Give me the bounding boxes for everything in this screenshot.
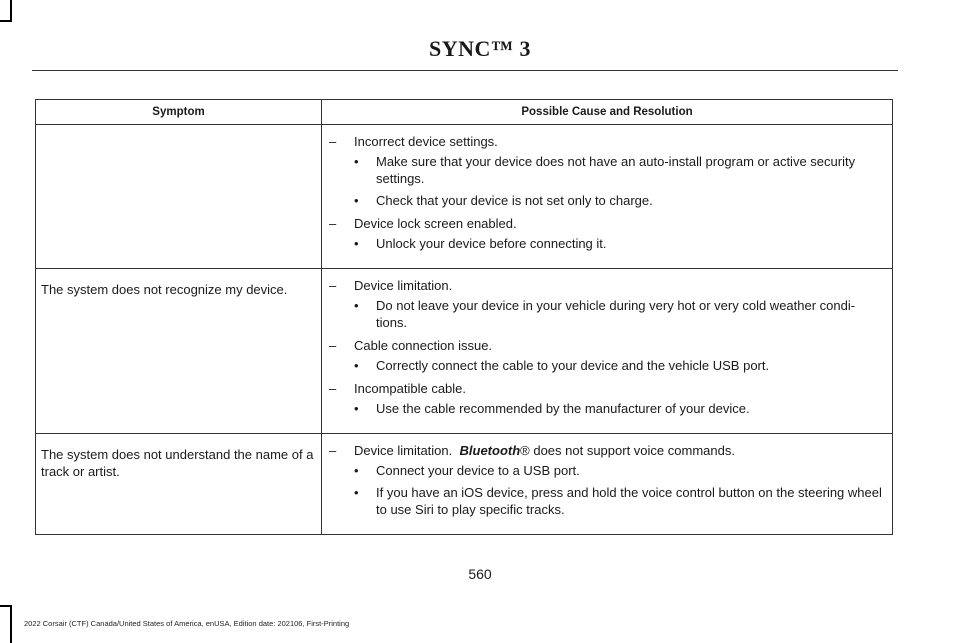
- footer-text: 2022 Corsair (CTF) Canada/United States of America, enUSA, Edition date: 202106, First-Printing: [24, 619, 350, 628]
- resolution-text: Use the cable recommended by the manufacturer of your device.: [376, 401, 750, 416]
- resolution-step: [354, 357, 884, 374]
- resolution-text: Make sure that your device does not have an auto-install program or active security settings.: [376, 154, 856, 186]
- resolution-step: [354, 153, 884, 187]
- page-number: 560: [468, 566, 492, 582]
- cause-column-header: Possible Cause and Resolution: [322, 100, 893, 125]
- resolution-text: Unlock your device before connecting it.: [376, 236, 607, 251]
- resolution-step: [354, 462, 884, 479]
- symptom-cell: [36, 125, 322, 269]
- symptom-cell: The system does not recognize my device.: [36, 269, 322, 434]
- symptom-column-header: Symptom: [36, 100, 322, 125]
- dash-marker: –: [329, 216, 337, 231]
- crop-mark: [10, 605, 12, 643]
- cause-cell: [322, 269, 893, 434]
- cause-text: Cable connection issue.: [354, 338, 493, 353]
- resolution-step: [354, 484, 884, 518]
- cause-text: Device limitation.: [354, 278, 453, 293]
- cause-cell: [322, 125, 893, 269]
- cause-text: [354, 442, 884, 459]
- dash-marker: –: [329, 381, 337, 396]
- cause-label: Device limitation.: [354, 443, 453, 458]
- cause-suffix: ® does not support voice commands.: [520, 443, 735, 458]
- crop-mark: [0, 20, 12, 22]
- resolution-text: Connect your device to a USB port.: [376, 463, 580, 478]
- table-row: [36, 269, 893, 434]
- bullet-marker: •: [354, 298, 359, 313]
- resolution-step: [354, 297, 884, 331]
- symptom-cell: The system does not understand the name of a track or artist.: [36, 434, 322, 535]
- crop-mark: [10, 0, 12, 22]
- bullet-marker: •: [354, 485, 359, 500]
- table-row: [36, 125, 893, 269]
- crop-mark: [0, 605, 12, 607]
- cause-text: Incompatible cable.: [354, 381, 467, 396]
- cause-item: [329, 442, 884, 518]
- resolution-text: Correctly connect the cable to your device and the vehicle USB port.: [376, 358, 770, 373]
- resolution-text: If you have an iOS device, press and hold the voice control button on the steering wheel to use Siri to play specific tracks.: [376, 485, 882, 517]
- table-header-row: [36, 100, 893, 125]
- cause-item: [329, 380, 884, 417]
- cause-text: Incorrect device settings.: [354, 134, 498, 149]
- dash-marker: –: [329, 278, 337, 293]
- page-title: SYNC™ 3: [429, 36, 531, 61]
- cause-item: [329, 337, 884, 374]
- bullet-marker: •: [354, 193, 359, 208]
- cause-item: [329, 277, 884, 331]
- bullet-marker: •: [354, 154, 359, 169]
- resolution-text: Do not leave your device in your vehicle during very hot or very cold weather condi-tions.: [376, 298, 856, 330]
- dash-marker: –: [329, 134, 337, 149]
- cause-item: [329, 215, 884, 252]
- resolution-text: Check that your device is not set only to charge.: [376, 193, 653, 208]
- bullet-marker: •: [354, 463, 359, 478]
- resolution-step: [354, 235, 884, 252]
- bullet-marker: •: [354, 236, 359, 251]
- cause-cell: [322, 434, 893, 535]
- bullet-marker: •: [354, 401, 359, 416]
- resolution-step: [354, 192, 884, 209]
- table-row: [36, 434, 893, 535]
- troubleshooting-table: [35, 99, 893, 535]
- resolution-step: [354, 400, 884, 417]
- cause-item: [329, 133, 884, 209]
- bluetooth-brand: Bluetooth: [459, 443, 521, 458]
- cause-text: Device lock screen enabled.: [354, 216, 517, 231]
- bullet-marker: •: [354, 358, 359, 373]
- dash-marker: –: [329, 443, 337, 458]
- header-divider: [32, 70, 898, 71]
- dash-marker: –: [329, 338, 337, 353]
